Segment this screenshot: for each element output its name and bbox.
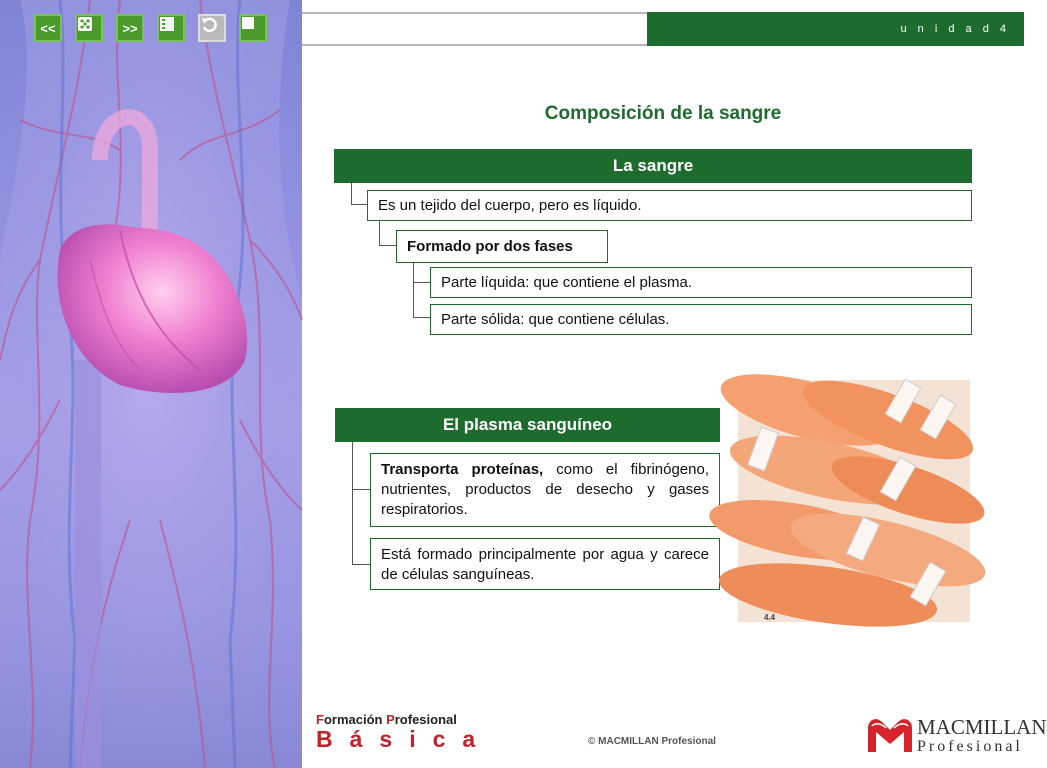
liquid-phase-text: Parte líquida: que contiene el plasma. xyxy=(441,274,692,291)
unit-label: u n i d a d 4 xyxy=(900,23,1010,35)
brand-basica: Básica xyxy=(316,726,493,752)
macmillan-logo-icon xyxy=(866,714,914,754)
dice-icon xyxy=(77,16,93,32)
plasma-transport-text: como el fibrinógeno, nutrientes, productos de desecho y gases respiratorios. xyxy=(381,461,709,518)
plasma-bags-image xyxy=(738,380,970,622)
plasma-composition-text: Está formado principalmente por agua y carece de células sanguíneas. xyxy=(381,546,709,583)
tree-connector xyxy=(352,490,370,565)
copyright-text: © MACMILLAN Profesional xyxy=(588,736,716,747)
tree-connector xyxy=(413,283,430,318)
plasma-composition-box xyxy=(370,538,720,590)
solid-phase-box xyxy=(430,304,972,335)
index-button[interactable] xyxy=(157,14,185,42)
plasma-bags-photo xyxy=(738,380,970,622)
index-icon xyxy=(159,16,175,32)
undo-icon xyxy=(200,16,218,34)
brand-ormacion: ormación xyxy=(323,712,387,727)
blood-definition-box xyxy=(367,190,972,221)
brand-f: F xyxy=(316,712,324,727)
next-page-button[interactable] xyxy=(116,14,144,42)
dice-button[interactable] xyxy=(75,14,103,42)
header-bar xyxy=(647,12,1024,46)
fp-basica-logo xyxy=(316,712,492,753)
page-title: Composición de la sangre xyxy=(544,103,782,124)
stop-button[interactable] xyxy=(239,14,267,42)
two-phases-box xyxy=(396,230,608,263)
stop-icon xyxy=(241,16,255,30)
previous-icon: << xyxy=(40,20,56,36)
tree-connector xyxy=(413,263,430,283)
previous-page-button[interactable] xyxy=(34,14,62,42)
plasma-transport-box xyxy=(370,453,720,527)
undo-button[interactable] xyxy=(198,14,226,42)
solid-phase-text: Parte sólida: que contiene células. xyxy=(441,311,670,328)
two-phases-text: Formado por dos fases xyxy=(407,238,573,255)
tree-connector xyxy=(379,221,396,246)
brand-rofesional: rofesional xyxy=(394,712,457,727)
next-icon: >> xyxy=(122,20,138,36)
header-bar-blank xyxy=(302,12,647,46)
blood-definition-text: Es un tejido del cuerpo, pero es líquido. xyxy=(378,197,642,214)
macmillan-name: MACMILLAN xyxy=(917,715,1047,739)
blood-header xyxy=(334,149,972,183)
plasma-header-label: El plasma sanguíneo xyxy=(442,415,613,434)
heart-vessels-image xyxy=(0,0,302,768)
photo-caption: 4.4 xyxy=(764,613,776,622)
plasma-header xyxy=(335,408,720,442)
liquid-phase-box xyxy=(430,267,972,298)
tree-connector xyxy=(352,442,370,490)
plasma-transport-bold: Transporta proteínas, xyxy=(381,461,544,478)
macmillan-wordmark xyxy=(917,717,1047,755)
macmillan-profesional: Profesional xyxy=(917,738,1023,755)
brand-p: P xyxy=(386,712,395,727)
tree-connector xyxy=(351,183,367,205)
blood-header-label: La sangre xyxy=(612,156,694,175)
anatomy-illustration xyxy=(0,0,302,768)
